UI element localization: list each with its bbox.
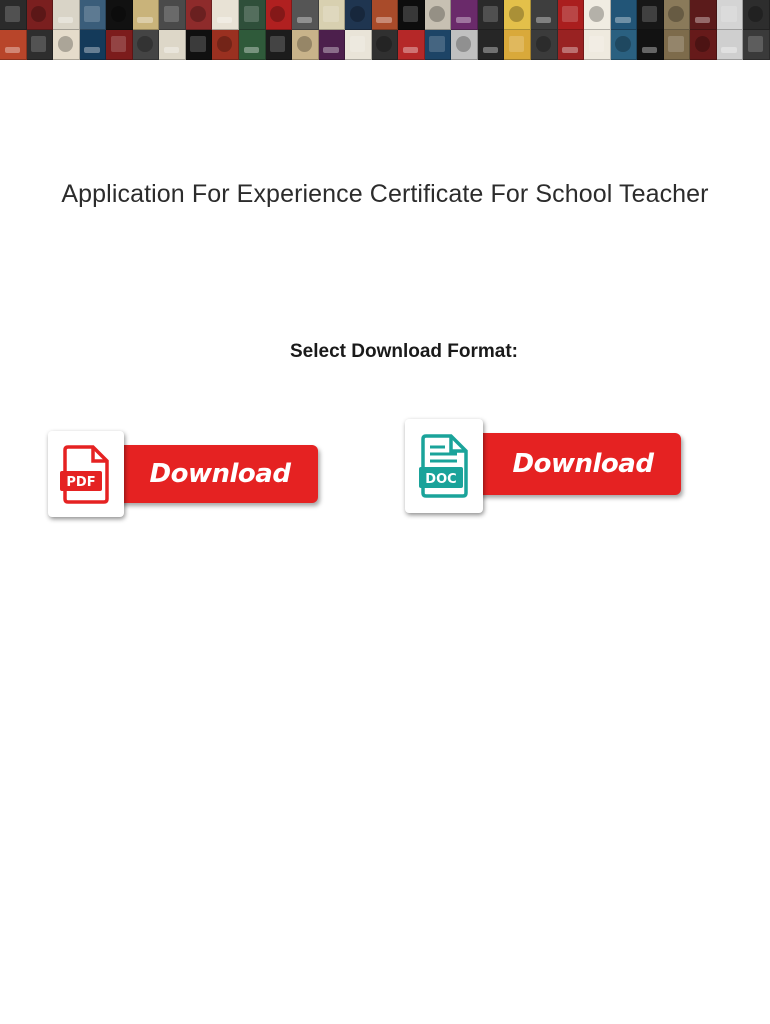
cover-thumbnail [0, 0, 27, 30]
cover-thumbnail [186, 30, 213, 60]
cover-thumbnail [504, 0, 531, 30]
pdf-format-label: PDF [66, 475, 96, 490]
cover-thumbnail [159, 0, 186, 30]
cover-thumbnail [531, 0, 558, 30]
cover-thumbnail [690, 30, 717, 60]
cover-thumbnail [345, 0, 372, 30]
cover-thumbnail [372, 0, 399, 30]
cover-thumbnail [637, 30, 664, 60]
cover-thumbnail [398, 30, 425, 60]
cover-thumbnail [478, 30, 505, 60]
cover-thumbnail [159, 30, 186, 60]
cover-thumbnail [319, 30, 346, 60]
cover-thumbnail [743, 0, 770, 30]
cover-thumbnail [717, 30, 744, 60]
cover-thumbnail [239, 30, 266, 60]
cover-thumbnail [717, 0, 744, 30]
cover-thumbnail [451, 0, 478, 30]
cover-thumbnail [425, 0, 452, 30]
pdf-download-button[interactable] [48, 431, 320, 519]
cover-thumbnail [27, 30, 54, 60]
cover-thumbnail [743, 30, 770, 60]
cover-thumbnail [212, 0, 239, 30]
cover-thumbnail [266, 30, 293, 60]
doc-file-icon[interactable] [405, 419, 483, 513]
cover-thumbnail [80, 0, 107, 30]
download-label: Download [149, 459, 291, 489]
cover-thumbnail [133, 30, 160, 60]
pdf-file-icon[interactable] [48, 431, 124, 517]
cover-thumbnail [53, 0, 80, 30]
download-label: Download [512, 449, 654, 479]
select-format-label: Select Download Format: [289, 341, 519, 362]
cover-thumbnail [53, 30, 80, 60]
cover-thumbnail [690, 0, 717, 30]
doc-download-button[interactable] [405, 419, 685, 515]
cover-thumbnail [425, 30, 452, 60]
cover-thumbnail [531, 30, 558, 60]
cover-thumbnail [239, 0, 266, 30]
doc-format-label: DOC [425, 472, 457, 487]
cover-thumbnail [504, 30, 531, 60]
cover-thumbnail [611, 30, 638, 60]
cover-thumbnail [319, 0, 346, 30]
cover-thumbnail [106, 30, 133, 60]
cover-thumbnail [584, 0, 611, 30]
cover-thumbnail [345, 30, 372, 60]
cover-thumbnail [27, 0, 54, 30]
cover-thumbnail [558, 0, 585, 30]
cover-thumbnail [292, 0, 319, 30]
cover-thumbnail [451, 30, 478, 60]
page-title: Application For Experience Certificate For School Teacher [61, 180, 709, 208]
cover-thumbnail [664, 30, 691, 60]
cover-thumbnail [186, 0, 213, 30]
cover-thumbnail [584, 30, 611, 60]
cover-thumbnail [558, 30, 585, 60]
cover-thumbnail [292, 30, 319, 60]
cover-thumbnail [212, 30, 239, 60]
cover-thumbnail [398, 0, 425, 30]
cover-mosaic-banner [0, 0, 770, 60]
cover-thumbnail [372, 30, 399, 60]
cover-thumbnail [637, 0, 664, 30]
cover-thumbnail [106, 0, 133, 30]
download-bar[interactable] [104, 445, 318, 503]
cover-thumbnail [133, 0, 160, 30]
cover-thumbnail [266, 0, 293, 30]
download-bar[interactable] [467, 433, 681, 495]
cover-thumbnail [478, 0, 505, 30]
cover-thumbnail [80, 30, 107, 60]
cover-thumbnail [664, 0, 691, 30]
cover-thumbnail [611, 0, 638, 30]
cover-thumbnail [0, 30, 27, 60]
